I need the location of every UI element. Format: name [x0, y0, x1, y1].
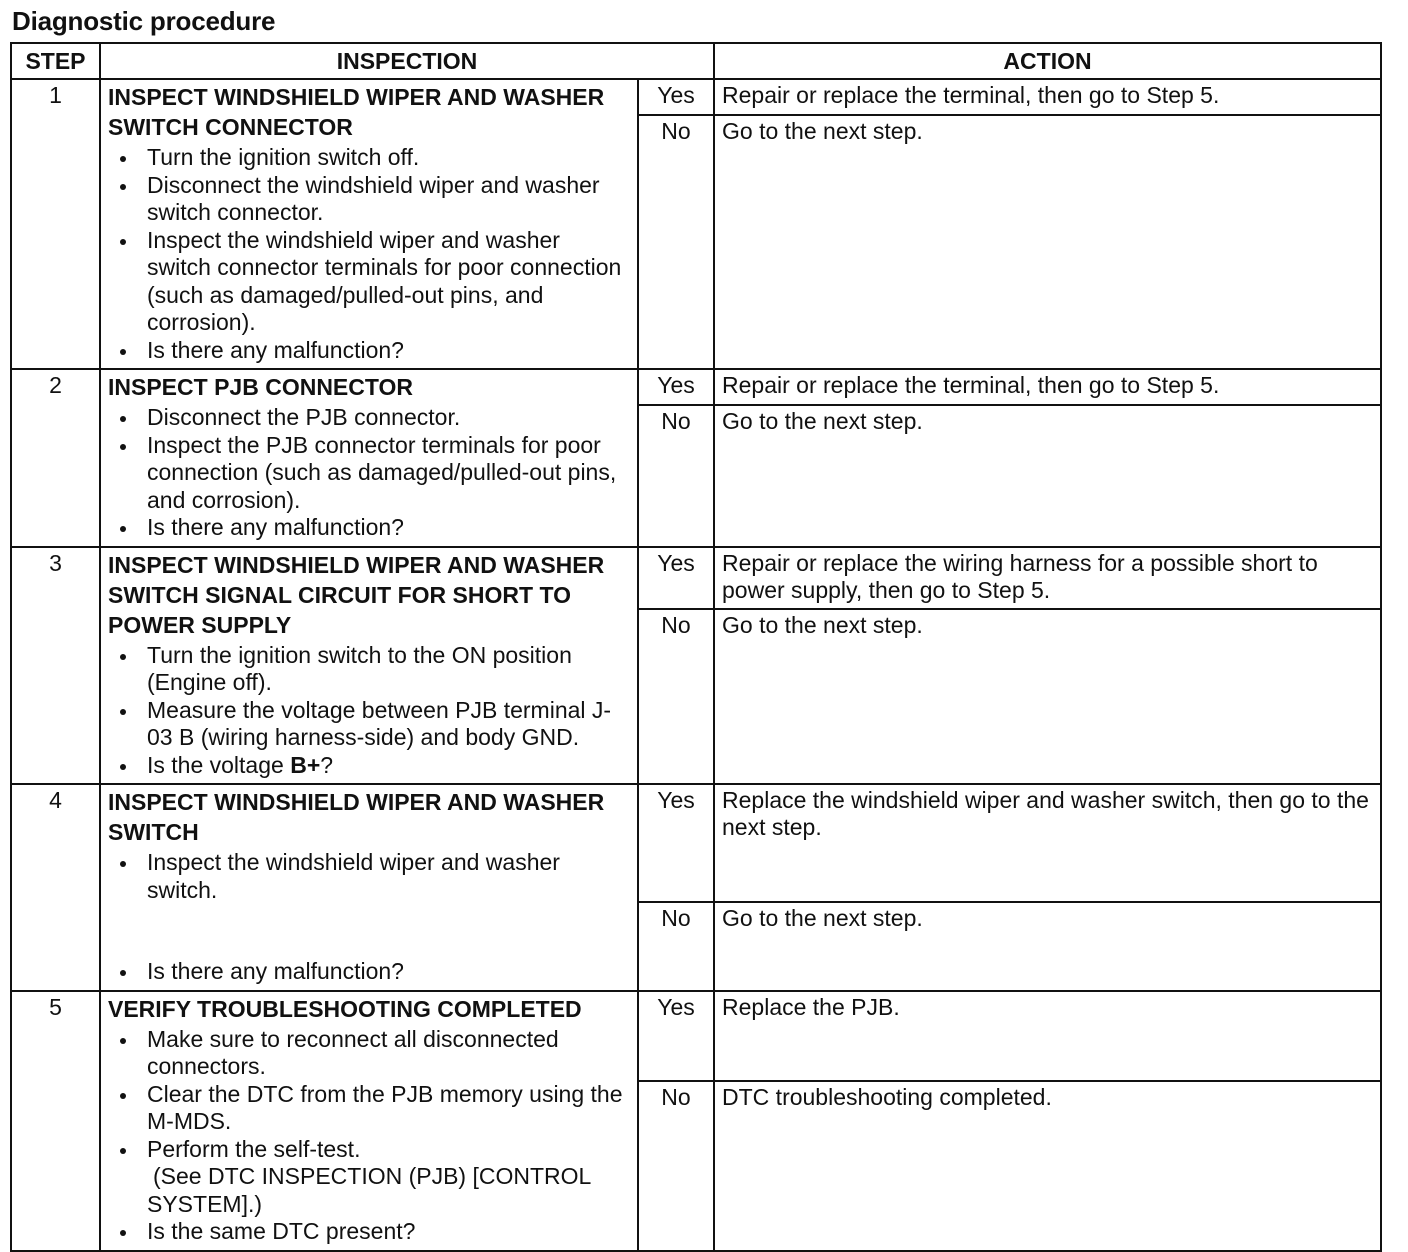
list-item: Disconnect the windshield wiper and washer switch connector.	[147, 172, 629, 227]
list-item: Inspect the windshield wiper and washer switch connector terminals for poor connection (such as damaged/pulled-out pins, and corrosion).	[147, 227, 629, 337]
yes-label: Yes	[638, 991, 714, 1082]
list-item: Inspect the PJB connector terminals for poor connection (such as damaged/pulled-out pins, and corrosion).	[147, 432, 629, 515]
list-item: Is there any malfunction?	[147, 337, 629, 365]
inspection-heading: INSPECT WINDSHIELD WIPER AND WASHER SWITCH	[108, 789, 605, 845]
bullet-text: Is the voltage	[147, 751, 291, 778]
table-row	[11, 991, 1381, 1082]
page-title: Diagnostic procedure	[12, 6, 276, 36]
reference-note: (See DTC INSPECTION (PJB) [CONTROL SYSTEM].)	[147, 1163, 591, 1217]
list-item: Measure the voltage between PJB terminal J-03 B (wiring harness-side) and body GND.	[147, 697, 629, 752]
step-number: 3	[11, 547, 100, 785]
table-header-row	[11, 43, 1381, 79]
list-item: Make sure to reconnect all disconnected connectors.	[147, 1026, 629, 1081]
inspection-heading: INSPECT WINDSHIELD WIPER AND WASHER SWITCH SIGNAL CIRCUIT FOR SHORT TO POWER SUPPLY	[108, 551, 605, 638]
inspection-cell	[100, 369, 638, 547]
yes-label: Yes	[638, 79, 714, 115]
table-row	[11, 784, 1381, 902]
inspection-cell	[100, 79, 638, 369]
no-action: Go to the next step.	[714, 609, 1381, 784]
step-number: 5	[11, 991, 100, 1251]
step-number: 2	[11, 369, 100, 547]
yes-action: Repair or replace the terminal, then go to Step 5.	[714, 369, 1381, 405]
no-label: No	[638, 902, 714, 991]
no-action: DTC troubleshooting completed.	[714, 1081, 1381, 1250]
no-label: No	[638, 115, 714, 369]
inspection-bullets	[108, 849, 629, 986]
inspection-bullets	[108, 1026, 629, 1246]
list-item: Inspect the windshield wiper and washer switch.	[147, 849, 629, 904]
inspection-cell	[100, 991, 638, 1251]
list-item: Is there any malfunction?	[147, 958, 629, 986]
no-label: No	[638, 1081, 714, 1250]
no-action: Go to the next step.	[714, 405, 1381, 547]
inspection-heading: INSPECT WINDSHIELD WIPER AND WASHER SWITCH CONNECTOR	[108, 84, 605, 140]
inspection-heading: INSPECT PJB CONNECTOR	[108, 374, 414, 400]
inspection-cell	[100, 547, 638, 785]
yes-label: Yes	[638, 369, 714, 405]
inspection-heading: VERIFY TROUBLESHOOTING COMPLETED	[108, 995, 582, 1022]
header-step: STEP	[11, 43, 100, 79]
list-item: Is there any malfunction?	[147, 514, 629, 542]
inspection-cell	[100, 784, 638, 991]
no-label: No	[638, 405, 714, 547]
list-item: Is the same DTC present?	[147, 1218, 629, 1246]
yes-action: Repair or replace the wiring harness for a possible short to power supply, then go to Step 5.	[714, 547, 1381, 609]
yes-label: Yes	[638, 547, 714, 609]
bullet-text: ?	[320, 751, 334, 778]
no-label: No	[638, 609, 714, 784]
list-item	[147, 752, 629, 780]
diagnostic-procedure-table	[10, 42, 1382, 1252]
header-inspection: INSPECTION	[100, 43, 714, 79]
step-number: 4	[11, 784, 100, 991]
header-action: ACTION	[714, 43, 1381, 79]
step-number: 1	[11, 79, 100, 369]
inspection-bullets	[108, 404, 629, 542]
yes-action: Repair or replace the terminal, then go to Step 5.	[714, 79, 1381, 115]
no-action: Go to the next step.	[714, 115, 1381, 369]
list-item	[147, 1136, 629, 1219]
list-item: Turn the ignition switch to the ON position (Engine off).	[147, 642, 629, 697]
table-row	[11, 369, 1381, 405]
voltage-value: B+	[290, 751, 321, 778]
yes-action: Replace the windshield wiper and washer switch, then go to the next step.	[714, 784, 1381, 902]
no-action: Go to the next step.	[714, 902, 1381, 991]
list-item: Disconnect the PJB connector.	[147, 404, 629, 432]
list-item: Turn the ignition switch off.	[147, 144, 629, 172]
table-row	[11, 547, 1381, 609]
inspection-bullets	[108, 144, 629, 364]
list-item: Clear the DTC from the PJB memory using the M-MDS.	[147, 1081, 629, 1136]
bullet-text: Perform the self-test.	[147, 1135, 361, 1162]
yes-label: Yes	[638, 784, 714, 902]
inspection-bullets	[108, 642, 629, 780]
yes-action: Replace the PJB.	[714, 991, 1381, 1082]
table-row	[11, 79, 1381, 115]
